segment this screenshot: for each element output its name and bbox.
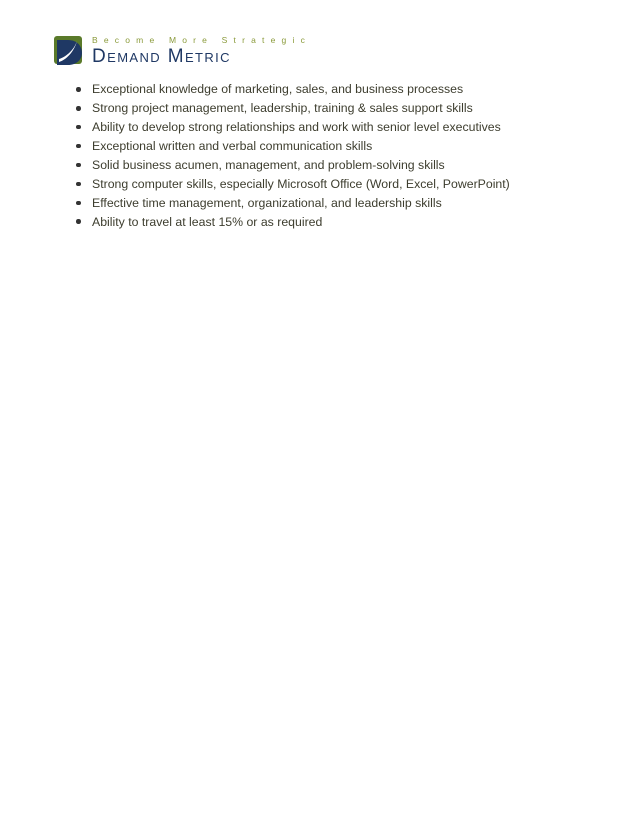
list-item-text: Ability to develop strong relationships and work with senior level executives: [92, 120, 501, 135]
demand-metric-logo-icon: [54, 36, 84, 66]
logo-text: [92, 35, 311, 68]
bullet-icon: [74, 163, 92, 168]
bullet-icon: [74, 125, 92, 130]
bullet-icon: [74, 201, 92, 206]
bullet-icon: [74, 144, 92, 149]
bullet-icon: [74, 182, 92, 187]
bullet-icon: [74, 106, 92, 111]
list-item: [74, 137, 614, 156]
list-item-text: Ability to travel at least 15% or as required: [92, 214, 323, 229]
list-item: [74, 80, 614, 99]
list-item-text: Exceptional knowledge of marketing, sales, and business processes: [92, 82, 464, 97]
list-item-text: Strong project management, leadership, training & sales support skills: [92, 101, 473, 116]
list-item: [74, 174, 614, 193]
bullet-icon: [74, 87, 92, 92]
list-item: [74, 156, 614, 175]
list-item-text: Strong computer skills, especially Microsoft Office (Word, Excel, PowerPoint): [92, 176, 510, 191]
page-header: [54, 34, 311, 68]
list-item: [74, 99, 614, 118]
qualifications-list: [74, 80, 614, 231]
list-item: [74, 212, 614, 231]
list-item-text: Effective time management, organizational, and leadership skills: [92, 195, 442, 210]
list-item: [74, 118, 614, 137]
tagline: Become More Strategic: [92, 34, 312, 45]
list-item-text: Solid business acumen, management, and problem-solving skills: [92, 158, 445, 172]
brand-name: Demand Metric: [92, 45, 231, 67]
bullet-icon: [74, 219, 92, 224]
list-item: [74, 193, 614, 212]
list-item-text: Exceptional written and verbal communication skills: [92, 139, 373, 154]
